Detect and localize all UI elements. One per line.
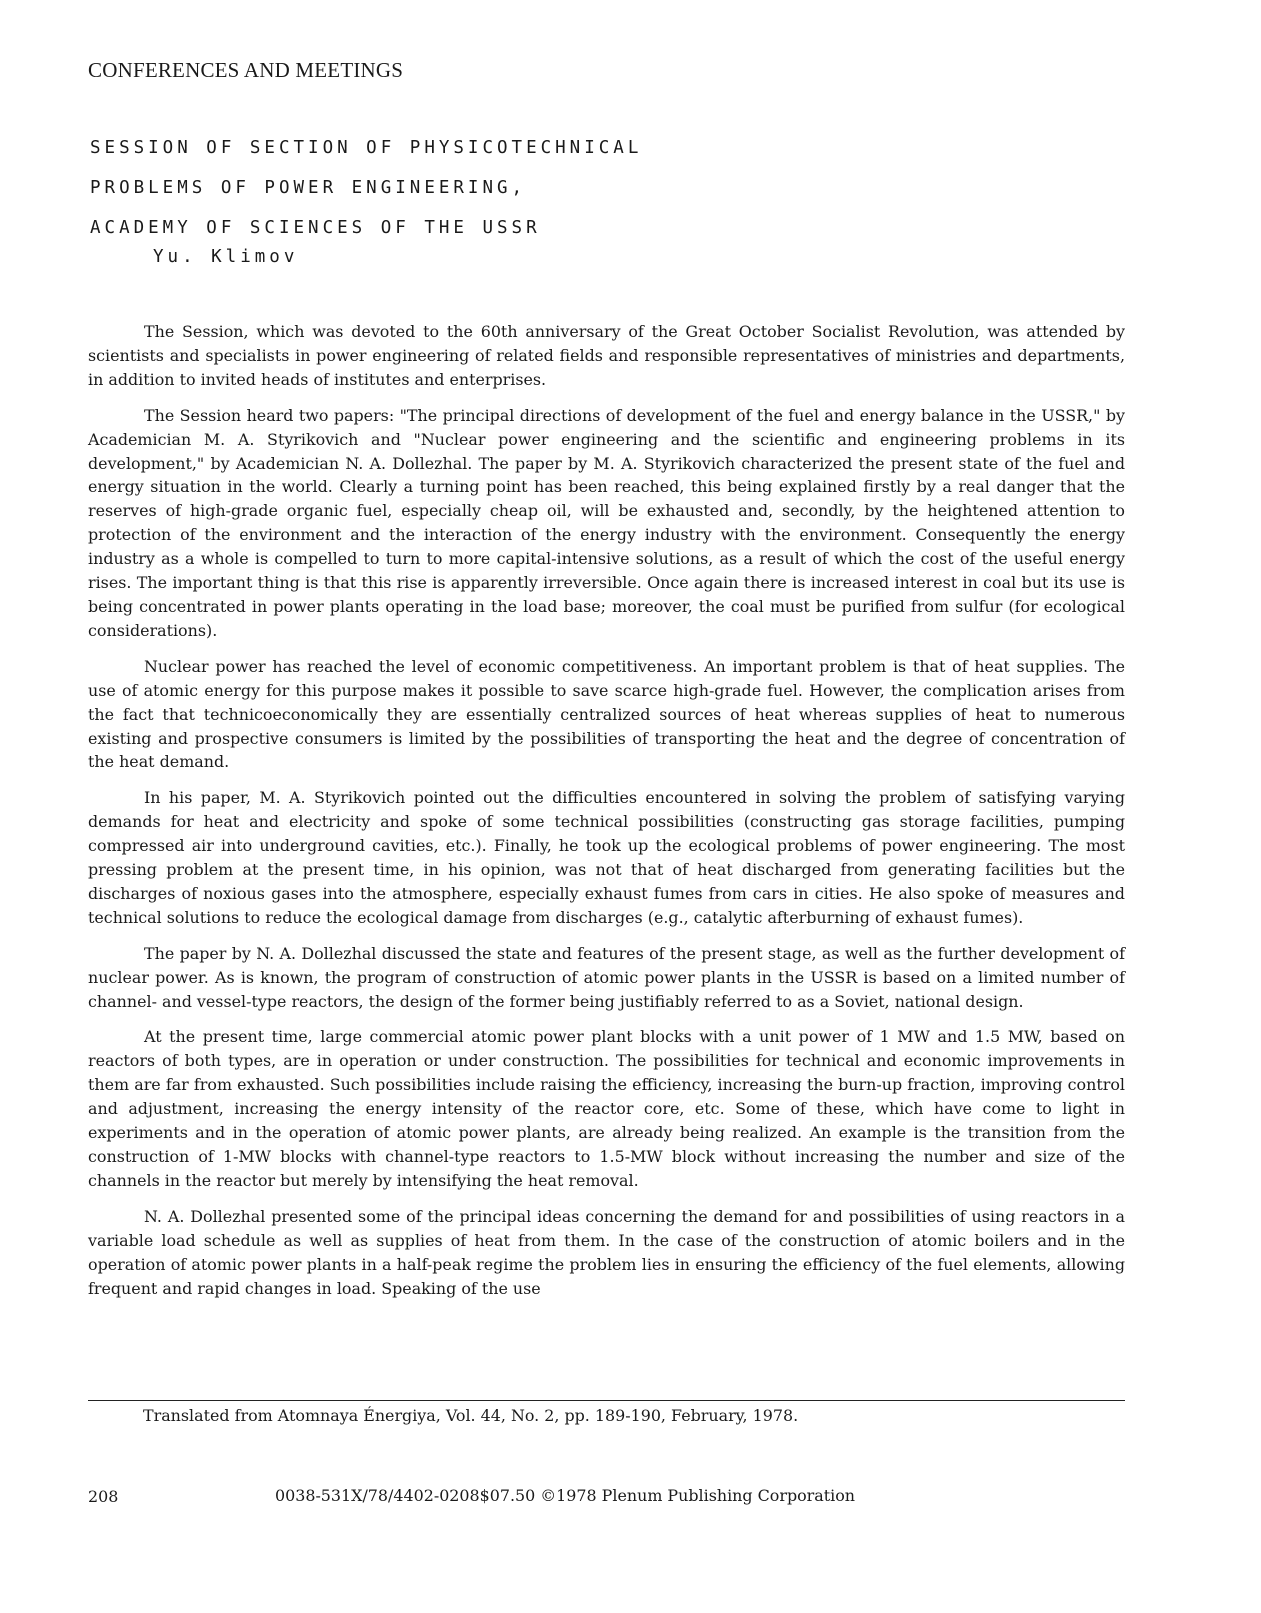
copyright-line: 0038-531X/78/4402-0208$07.50 ©1978 Plenum Publishing Corporation xyxy=(275,1486,856,1505)
paragraph: The Session heard two papers: "The principal directions of development of the fuel and energy balance in the USSR," by Academician M. A. Styrikovich and "Nuclear power engineering and the scientific and engineering problems in its development," by Academician N. A. Dollezhal. The paper by M. A. Styrikovich characterized the present state of the fuel and energy situation in the world. Clearly a turning point has been reached, this being explained firstly by a real danger that the reserves of high-grade organic fuel, especially cheap oil, will be exhausted and, secondly, by the heightened attention to protection of the environment and the interaction of the energy industry with the environment. Consequently the energy industry as a whole is compelled to turn to more capital-intensive solutions, as a result of which the cost of the useful energy rises. The important thing is that this rise is apparently irreversible. Once again there is increased interest in coal but its use is being concentrated in power plants operating in the load base; moreover, the coal must be purified from sulfur (for ecological considerations). xyxy=(88,405,1125,640)
translation-footnote: Translated from Atomnaya Énergiya, Vol. 44, No. 2, pp. 189-190, February, 1978. xyxy=(143,1406,799,1425)
article-body xyxy=(88,320,1125,1312)
section-label: CONFERENCES AND MEETINGS xyxy=(88,58,404,82)
footnote-divider xyxy=(88,1400,1125,1401)
paragraph: The Session, which was devoted to the 60th anniversary of the Great October Socialist Revolution, was attended by scientists and specialists in power engineering of related fields and responsible representatives of ministries and departments, in addition to invited heads of institutes and enterprises. xyxy=(88,322,1125,389)
title-line: ACADEMY OF SCIENCES OF THE USSR xyxy=(90,218,541,238)
title-line: SESSION OF SECTION OF PHYSICOTECHNICAL xyxy=(90,138,643,158)
paragraph: In his paper, M. A. Styrikovich pointed out the difficulties encountered in solving the problem of satisfying varying demands for heat and electricity and spoke of some technical possibilities (constructing gas storage facilities, pumping compressed air into underground cavities, etc.). Finally, he took up the ecological problems of power engineering. The most pressing problem at the present time, in his opinion, was not that of heat discharged from generating facilities but the discharges of noxious gases into the atmosphere, especially exhaust fumes from cars in cities. He also spoke of measures and technical solutions to reduce the ecological damage from discharges (e.g., catalytic afterburning of exhaust fumes). xyxy=(88,788,1125,927)
author: Yu. Klimov xyxy=(153,247,299,267)
page-number: 208 xyxy=(88,1487,119,1506)
paragraph: The paper by N. A. Dollezhal discussed the state and features of the present stage, as well as the further development of nuclear power. As is known, the program of construction of atomic power plants in the USSR is based on a limited number of channel- and vessel-type reactors, the design of the former being justifiably referred to as a Soviet, national design. xyxy=(88,943,1125,1011)
paragraph: Nuclear power has reached the level of economic competitiveness. An important problem is that of heat supplies. The use of atomic energy for this purpose makes it possible to save scarce high-grade fuel. However, the complication arises from the fact that technicoeconomically they are essentially centralized sources of heat whereas supplies of heat to numerous existing and prospective consumers is limited by the possibilities of transporting the heat and the degree of concentration of the heat demand. xyxy=(88,656,1125,772)
article-title xyxy=(90,128,642,248)
paragraph: N. A. Dollezhal presented some of the principal ideas concerning the demand for and possibilities of using reactors in a variable load schedule as well as supplies of heat from them. In the case of the construction of atomic boilers and in the operation of atomic power plants in a half-peak regime the problem lies in ensuring the efficiency of the fuel elements, allowing frequent and rapid changes in load. Speaking of the use xyxy=(88,1206,1125,1298)
paragraph: At the present time, large commercial atomic power plant blocks with a unit power of 1 MW and 1.5 MW, based on reactors of both types, are in operation or under construction. The possibilities for technical and economic improvements in them are far from exhausted. Such possibilities include raising the efficiency, increasing the burn-up fraction, improving control and adjustment, increasing the energy intensity of the reactor core, etc. Some of these, which have come to light in experiments and in the operation of atomic power plants, are already being realized. An example is the transition from the construction of 1-MW blocks with channel-type reactors to 1.5-MW block without increasing the number and size of the channels in the reactor but merely by intensifying the heat removal. xyxy=(88,1027,1125,1190)
title-line: PROBLEMS OF POWER ENGINEERING, xyxy=(90,178,527,198)
